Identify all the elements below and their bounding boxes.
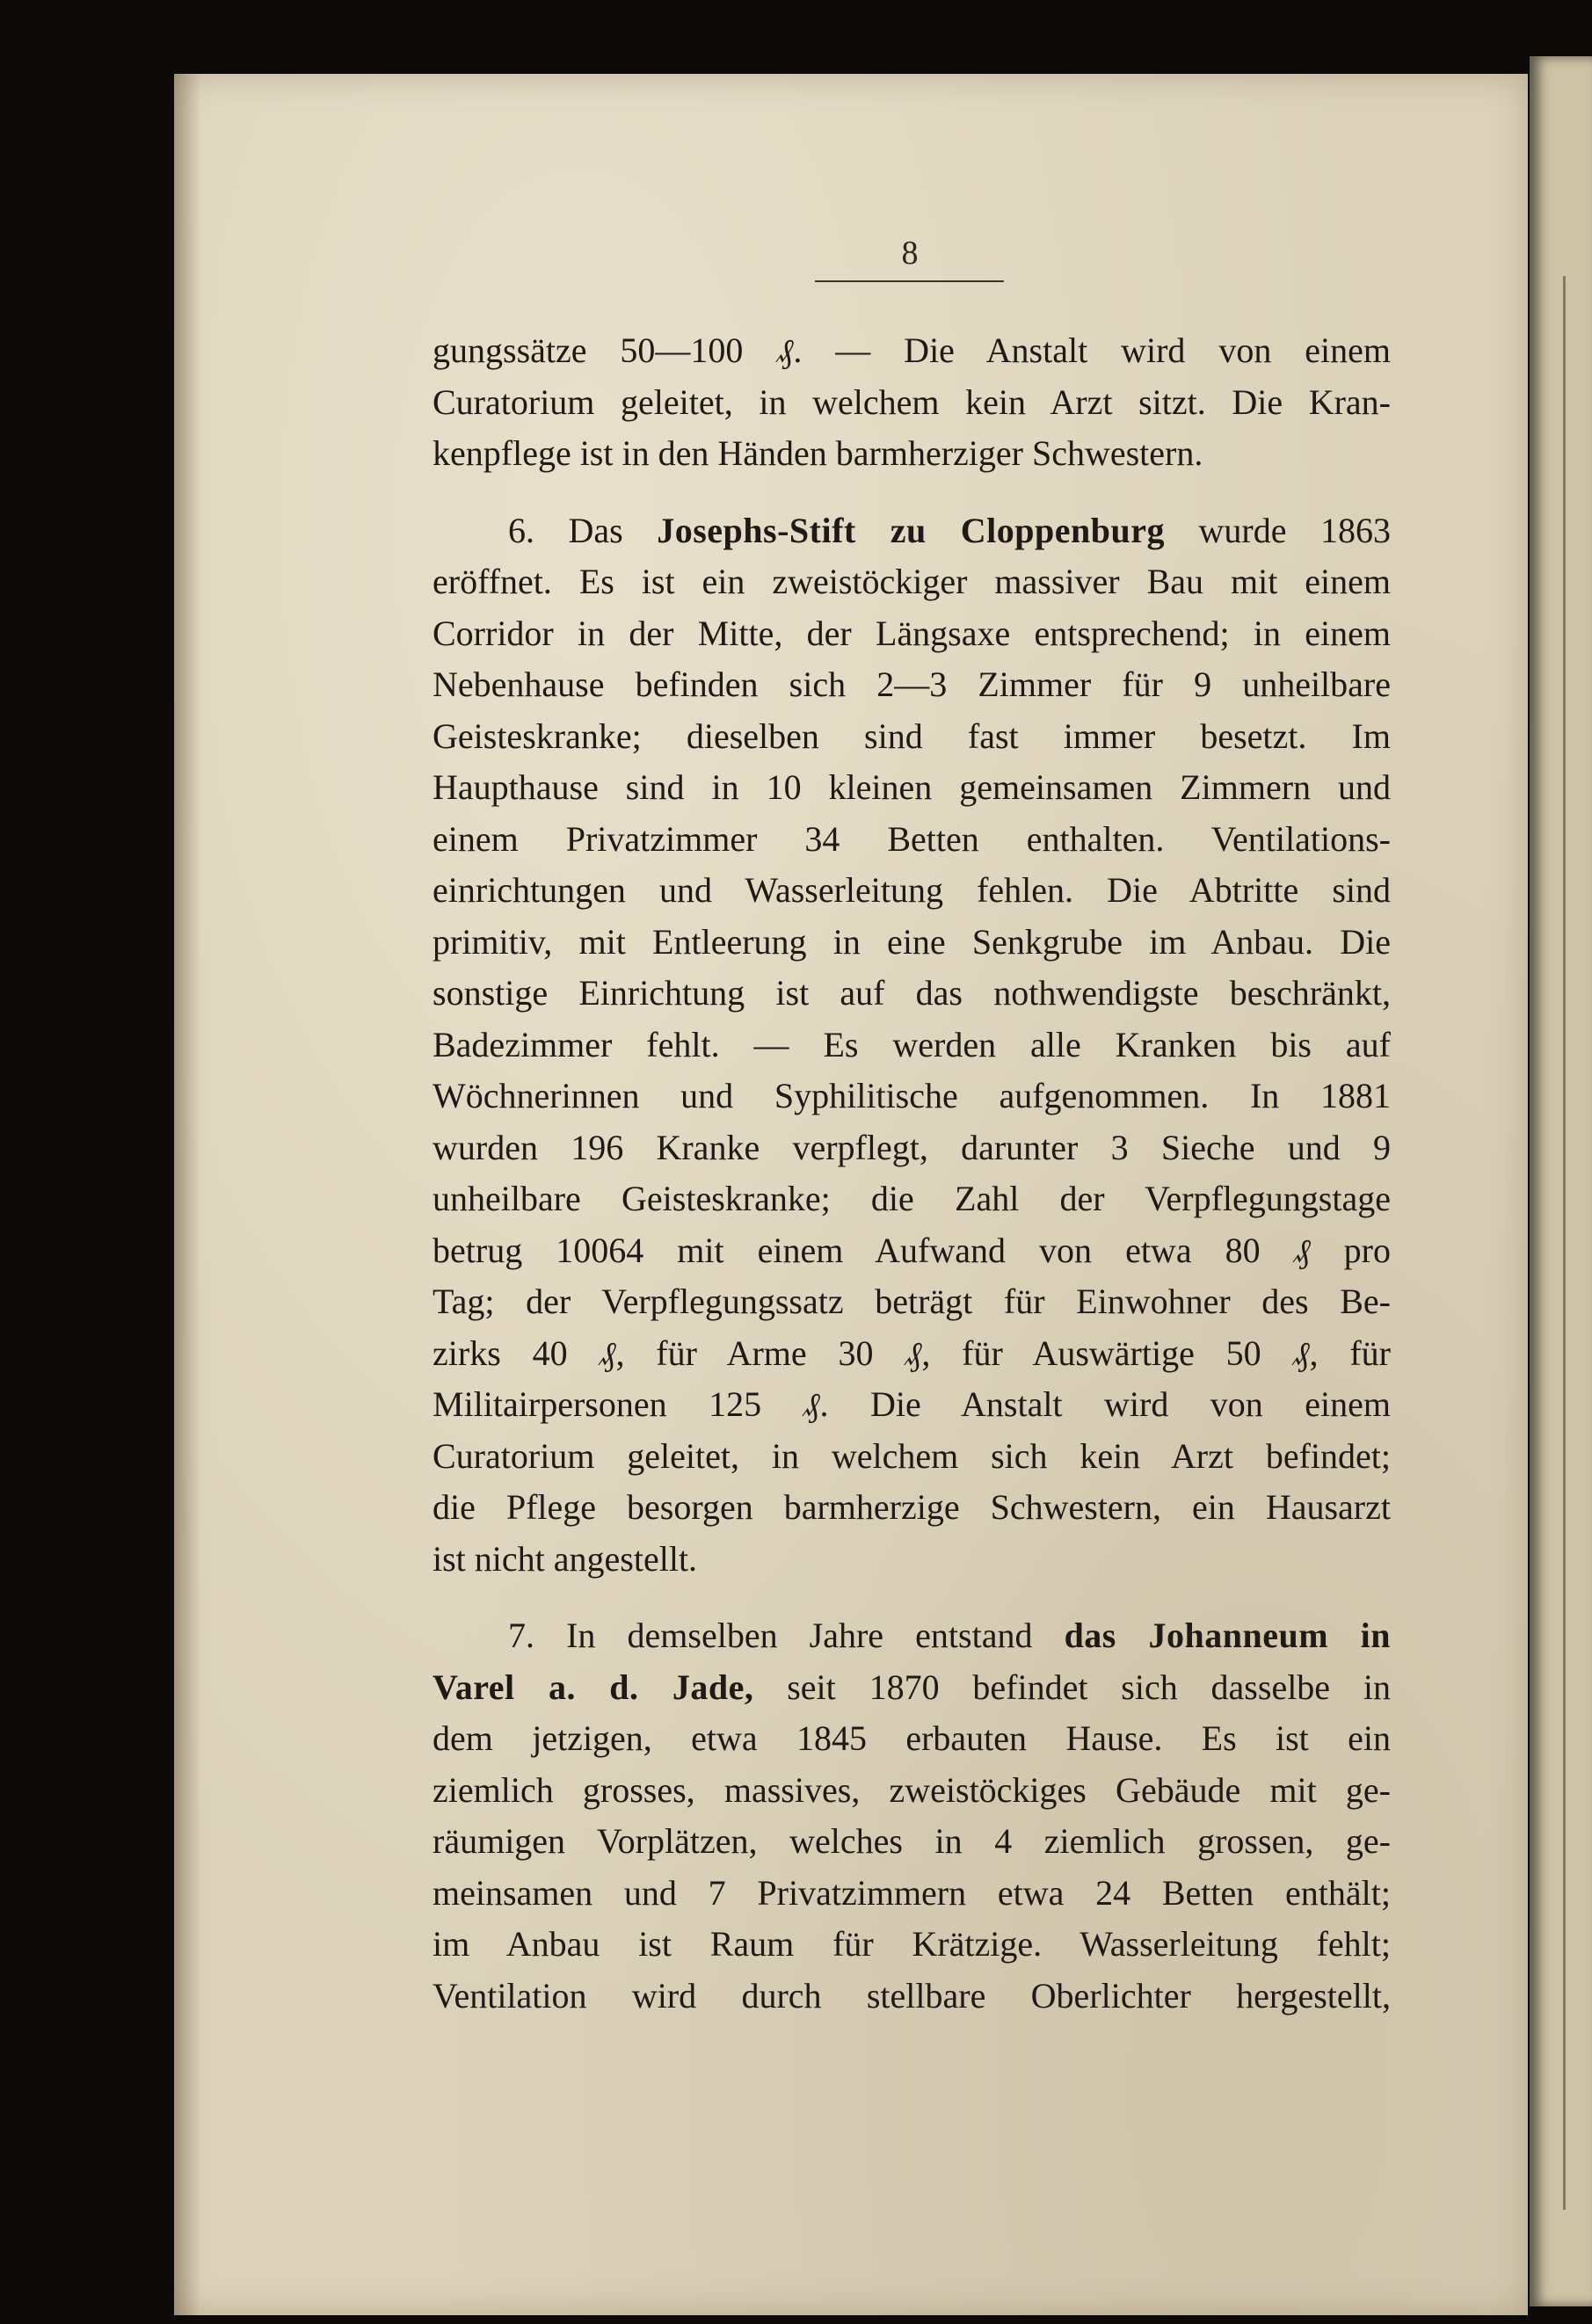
- text-line: [433, 1122, 1391, 1174]
- text-segment: Curatorium geleitet, in welchem kein Arzt sitzt. Die Kran-: [433, 381, 1391, 422]
- adjacent-page-edge: [1530, 56, 1592, 2306]
- text-line: [433, 968, 1391, 1020]
- text-line: [433, 1868, 1391, 1920]
- text-line: [433, 865, 1391, 917]
- text-segment: sonstige Einrichtung ist auf das nothwendigste beschränkt,: [433, 973, 1391, 1013]
- text-segment: eröffnet. Es ist ein zweistöckiger massiver Bau mit einem: [433, 562, 1391, 601]
- text-segment: Curatorium geleitet, in welchem sich kein Arzt befindet;: [433, 1435, 1391, 1476]
- text-line: [433, 659, 1391, 711]
- text-line: [433, 428, 1391, 480]
- text-segment: räumigen Vorplätzen, welches in 4 ziemlich grossen, ge-: [433, 1821, 1391, 1861]
- text-segment: . Die Anstalt wird von einem: [819, 1384, 1391, 1424]
- text-segment: gungssätze 50—100: [433, 330, 777, 370]
- text-segment: wurden 196 Kranke verpflegt, darunter 3 Sieche und 9: [433, 1127, 1391, 1167]
- text-line: [433, 711, 1391, 763]
- pfennig-symbol: ₰: [776, 333, 794, 370]
- text-line: [433, 1534, 1391, 1586]
- page-shadow-edge: [174, 74, 200, 2315]
- bold-heading-text: das Johanneum in: [1064, 1616, 1391, 1655]
- text-segment: einrichtungen und Wasserleitung fehlen. Die Abtritte sind: [433, 870, 1391, 910]
- text-segment: einem Privatzimmer 34 Betten enthalten. Ventilations-: [433, 818, 1391, 859]
- paragraph-gap: [433, 480, 1391, 505]
- text-segment: meinsamen und 7 Privatzimmern etwa 24 Betten enthält;: [433, 1872, 1391, 1913]
- text-segment: . — Die Anstalt wird von einem: [793, 330, 1391, 370]
- text-line: [433, 1816, 1391, 1868]
- gutter-line: [1563, 276, 1566, 2210]
- text-segment: im Anbau ist Raum für Krätzige. Wasserleitung fehlt;: [433, 1924, 1391, 1964]
- text-line: [433, 505, 1391, 557]
- pfennig-symbol: ₰: [1292, 1335, 1310, 1373]
- text-line: [433, 917, 1391, 969]
- text-line: [433, 1020, 1391, 1071]
- bold-heading-text: Josephs-Stift zu Cloppenburg: [657, 510, 1166, 550]
- text-line: [433, 1225, 1391, 1277]
- text-segment: Haupthause sind in 10 kleinen gemeinsamen Zimmern und: [433, 767, 1391, 807]
- text-segment: primitiv, mit Entleerung in eine Senkgrube im Anbau. Die: [433, 921, 1391, 962]
- pfennig-symbol: ₰: [905, 1335, 922, 1373]
- text-line: [433, 1713, 1391, 1765]
- paragraph: [433, 325, 1391, 480]
- text-segment: betrug 10064 mit einem Aufwand von etwa 80: [433, 1230, 1294, 1270]
- pfennig-symbol: ₰: [599, 1335, 616, 1373]
- text-line: [433, 608, 1391, 660]
- text-line: [433, 325, 1391, 377]
- page-number: 8: [901, 235, 919, 272]
- pfennig-symbol: ₰: [803, 1387, 820, 1424]
- text-segment: dem jetzigen, etwa 1845 erbauten Hause. Es ist ein: [433, 1718, 1391, 1758]
- paragraph-gap: [433, 1585, 1391, 1610]
- text-segment: Geisteskranke; dieselben sind fast immer besetzt. Im: [433, 715, 1391, 756]
- text-segment: zirks 40: [433, 1333, 600, 1373]
- text-segment: Badezimmer fehlt. — Es werden alle Kranken bis auf: [433, 1024, 1391, 1064]
- text-line: [433, 1431, 1391, 1483]
- text-segment: die Pflege besorgen barmherzige Schwestern, ein Hausarzt: [433, 1487, 1391, 1527]
- body-text: [433, 325, 1391, 2022]
- text-segment: ist nicht angestellt.: [433, 1538, 698, 1579]
- text-line: [433, 1276, 1391, 1328]
- text-segment: , für Arme 30: [615, 1333, 905, 1373]
- text-segment: ziemlich grosses, massives, zweistöckiges Gebäude mit ge-: [433, 1769, 1391, 1810]
- text-line: [433, 1379, 1391, 1431]
- text-segment: wurde 1863: [1165, 510, 1391, 550]
- text-segment: Nebenhause befinden sich 2—3 Zimmer für 9 unheilbare: [433, 665, 1391, 704]
- text-segment: kenpflege ist in den Händen barmherziger Schwestern.: [433, 433, 1203, 473]
- text-segment: , für: [1309, 1333, 1391, 1373]
- text-segment: Corridor in der Mitte, der Längsaxe entsprechend; in einem: [433, 613, 1391, 653]
- text-line: [433, 1071, 1391, 1122]
- text-line: [433, 1610, 1391, 1662]
- text-segment: Tag; der Verpflegungssatz beträgt für Einwohner des Be-: [433, 1282, 1391, 1321]
- text-segment: seit 1870 befindet sich dasselbe in: [753, 1667, 1392, 1707]
- text-line: [433, 1328, 1391, 1380]
- text-line: [433, 1765, 1391, 1817]
- text-line: [433, 556, 1391, 608]
- text-segment: pro: [1310, 1230, 1391, 1270]
- text-segment: , für Auswärtige 50: [921, 1333, 1293, 1373]
- text-segment: unheilbare Geisteskranke; die Zahl der Verpflegungstage: [433, 1179, 1391, 1218]
- text-line: [433, 1919, 1391, 1971]
- bold-heading-text: Varel a. d. Jade,: [433, 1667, 754, 1707]
- paragraph: [433, 505, 1391, 1586]
- text-line: [433, 1971, 1391, 2023]
- text-line: [433, 377, 1391, 429]
- pfennig-symbol: ₰: [1293, 1232, 1311, 1270]
- paragraph: [433, 1610, 1391, 2022]
- text-segment: 6. Das: [508, 510, 658, 550]
- text-line: [433, 1482, 1391, 1534]
- text-segment: 7. In demselben Jahre entstand: [508, 1616, 1065, 1655]
- page-number-rule: [815, 280, 1004, 282]
- text-line: [433, 814, 1391, 866]
- text-line: [433, 1173, 1391, 1225]
- text-segment: Militairpersonen 125: [433, 1384, 803, 1424]
- text-line: [433, 762, 1391, 814]
- text-line: [433, 1662, 1391, 1714]
- text-segment: Wöchnerinnen und Syphilitische aufgenommen. In 1881: [433, 1076, 1391, 1115]
- text-segment: Ventilation wird durch stellbare Oberlichter hergestellt,: [433, 1975, 1391, 2015]
